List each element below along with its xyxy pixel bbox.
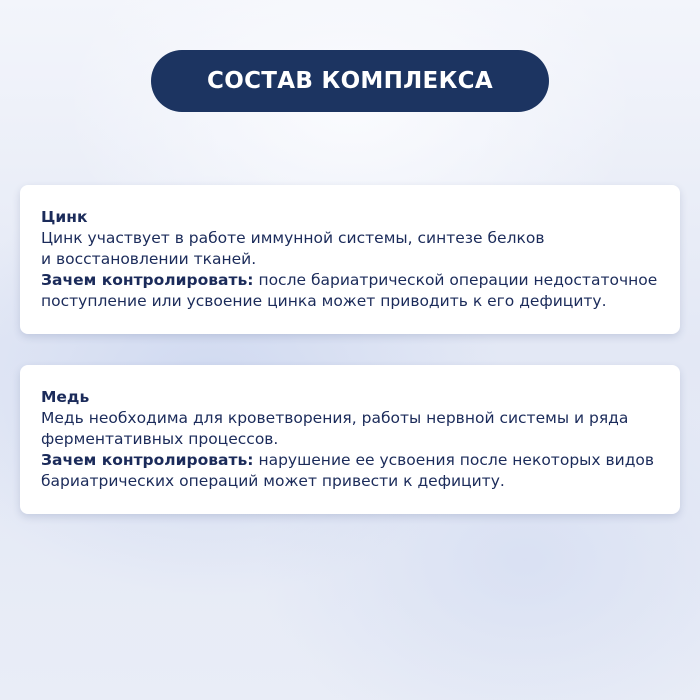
card-description-line: и восстановлении тканей. <box>41 250 257 268</box>
card-title: Медь <box>41 388 90 406</box>
nutrient-card-copper <box>20 365 680 514</box>
card-description-line: Цинк участвует в работе иммунной системы, синтезе белков <box>41 229 545 247</box>
why-label: Зачем контролировать: <box>41 451 254 469</box>
why-label: Зачем контролировать: <box>41 271 254 289</box>
card-why-line <box>41 270 659 291</box>
card-description-line: ферментативных процессов. <box>41 430 279 448</box>
why-text: после бариатрической операции недостаточное <box>253 271 658 289</box>
card-why-line: поступление или усвоение цинка может приводить к его дефициту. <box>41 292 607 310</box>
card-why-line: бариатрических операций может привести к дефициту. <box>41 472 505 490</box>
page-title: СОСТАВ КОМПЛЕКСА <box>207 68 493 94</box>
card-why-line <box>41 450 659 471</box>
title-banner <box>151 50 549 112</box>
card-title: Цинк <box>41 208 88 226</box>
nutrient-card-zinc <box>20 185 680 334</box>
card-description-line: Медь необходима для кроветворения, работы нервной системы и ряда <box>41 409 629 427</box>
why-text: нарушение ее усвоения после некоторых видов <box>253 451 655 469</box>
